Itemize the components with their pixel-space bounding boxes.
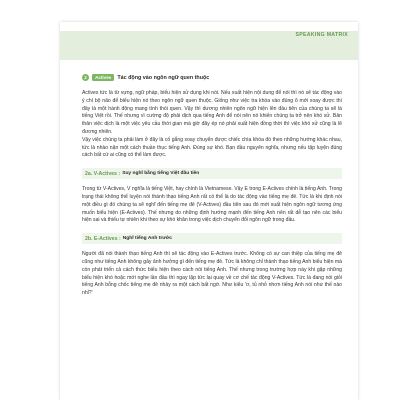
book-page xyxy=(60,22,358,400)
page-content xyxy=(82,73,342,298)
subsection-b-heading xyxy=(82,233,342,244)
subsection-a-title: Suy nghĩ bằng tiếng Việt đầu tiên xyxy=(122,171,200,177)
subsection-b-paragraph: Người đã nói thành thạo tiếng Anh thì sẽ tác động vào E-Actives trước. Không có sự can thiệp của tiếng mẹ đẻ cũng như tiếng Anh không gây ảnh hưởng gì đến tiếng mẹ đẻ. Tức là không chỉ thành thạo tiếng Anh biểu hiện mà còn phát triển cả cách thức biểu hiện theo cách nói tiếng Anh. Thế nhưng trong trường hợp này khi gặp những biểu hiện khó hoặc mới nghe lần đầu thì ngay lập tức lại quay về cơ chế tác động V-Actives. Tức là đang nói giỏi tiếng Anh bỗng chốc tiếng mẹ đẻ nhảy ra một cách bất ngờ. Như kiểu 'ơ, tủ nhỏ nhơn tiếng Anh nói như thế nào nhỉ?' xyxy=(82,251,342,297)
section-title: Tác động vào ngôn ngữ quen thuộc xyxy=(117,74,210,81)
running-header: SPEAKING MATRIX xyxy=(295,32,348,38)
subsection-b-code: 2b. E-Actives : xyxy=(85,235,121,242)
section-paragraph-2: Vậy việc chúng ta phải làm ở đây là cố gắng xoay chuyển được chiếc chìa khóa đó theo những hướng khác nhau, tức là nhào nặn một cách thuần thục tiếng Anh. Đúng sự khó. Bạn đầu nguyên nghĩa, nhưng nếu tập luyện đúng cách bất cứ ai cũng có thể làm được. xyxy=(82,136,342,159)
section-tag: Actives xyxy=(92,74,114,81)
subsection-a-code: 2a. V-Actives : xyxy=(85,170,121,177)
section-paragraph-1: Actives tức là từ vựng, ngữ pháp, biểu hiện sử dụng khi nói. Nếu xuất hiện nội dung để nói thì nó sẽ tác động vào ý chí bộ não để biểu hiện nó theo ngôn ngữ quen thuộc. Giống như việc tra khóa vào đúng ổ mới xoay được thì đây là một hành động mang tính thói quen. Vậy thì dương nhiên ngôn ngữ hiện lên đầu tiên của chúng ta sẽ là tiếng Việt rồi. Thế nhưng vì cường độ phải dịch qua tiếng Anh để nói nên nó khiến chúng ta trở nên khó xử. Bản thân việc dịch là một việc yêu cầu thời gian mà giờ đây ép nó phải xuất hiện đồng thời thì việc khó xử cũng là lẽ đương nhiên. xyxy=(82,90,342,135)
section-heading xyxy=(82,73,342,82)
subsection-a-heading xyxy=(82,168,342,179)
section-number-badge: 2 xyxy=(82,74,89,81)
subsection-b-title: Nghĩ tiếng Anh trước xyxy=(122,236,172,242)
subsection-a-paragraph: Trong từ V-Actives, V nghĩa là tiếng Việt, hay chính là Vietnamese. Vậy E trong E-Actives chính là tiếng Anh. Trong trạng thái không thể luyện nói thành thạo tiếng Anh rất có thể là do tác động vào tiếng mẹ đẻ. Tức là khi định nói một điều gì đó chúng ta sẽ nghĩ đến tiếng mẹ đẻ (V-Actives) đầu tiên sau đó mới xuất hiện ngôn ngữ tương ứng muốn biểu hiện (E-Actives). Thế nhưng do những định hướng mạnh đến tiếng Anh nên rất dễ tạo nên các biểu hiện sai và thiếu tự nhiên khi theo sự khó khăn trong việc dịch chuyển đổi ngôn ngữ trong đầu. xyxy=(82,186,342,224)
